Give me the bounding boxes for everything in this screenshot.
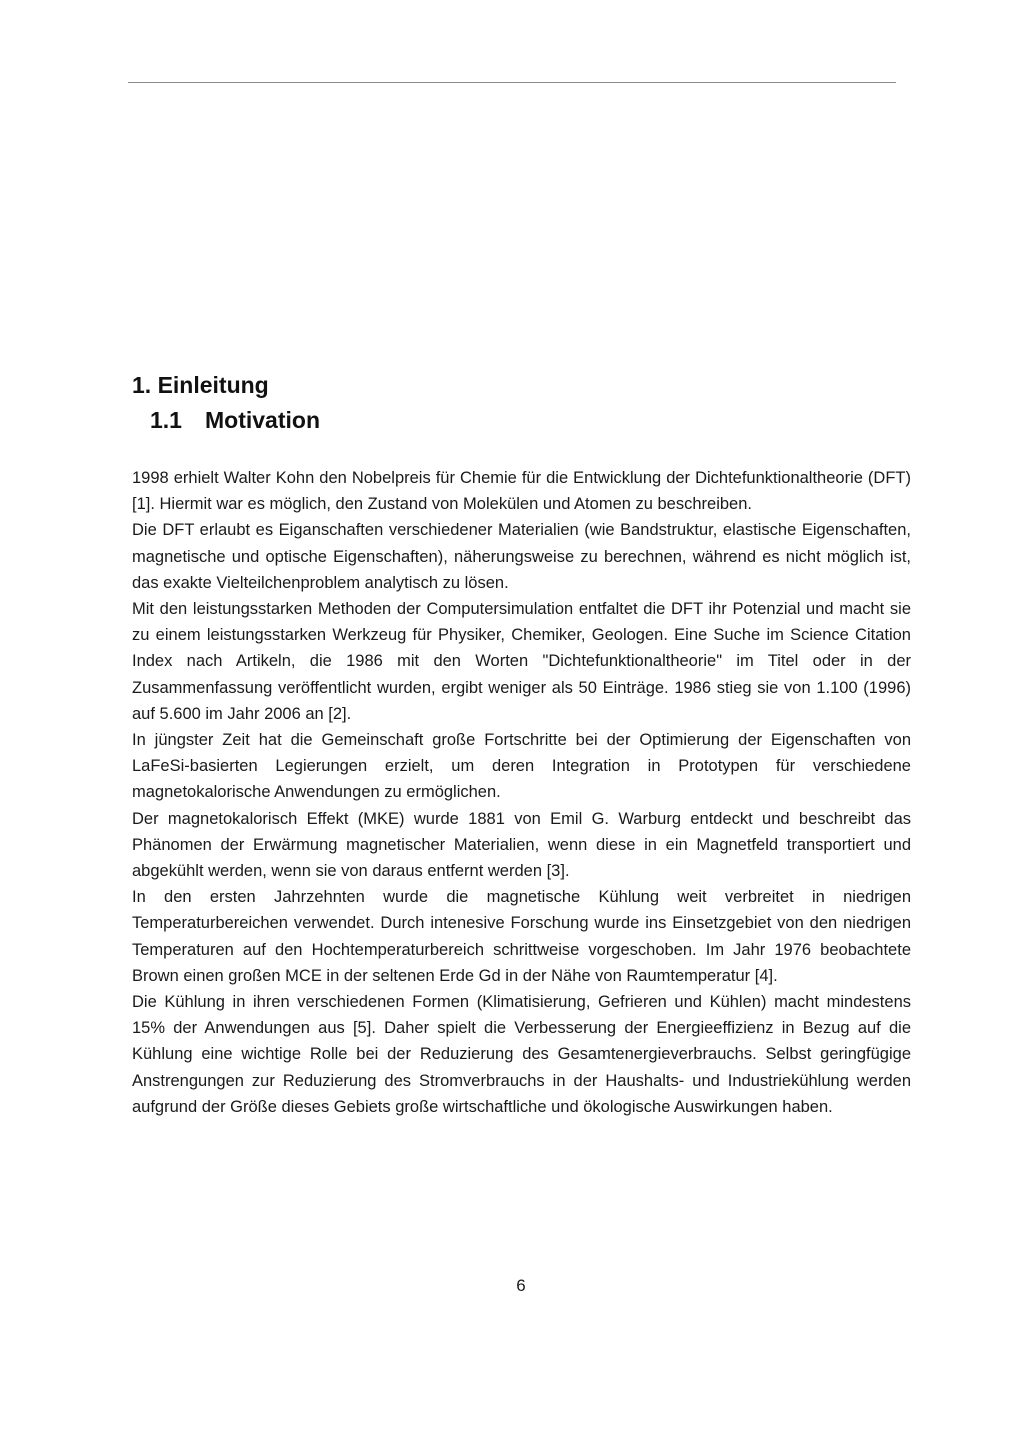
paragraph-nobelpreis: 1998 erhielt Walter Kohn den Nobelpreis für Chemie für die Entwicklung der Dichtefunktionaltheorie (DFT) [1]. Hiermit war es möglich, den Zustand von Molekülen und Atomen zu beschreiben.	[132, 469, 911, 514]
paragraph-dft-eigenschaften: Die DFT erlaubt es Eiganschaften verschiedener Materialien (wie Bandstruktur, elastische Eigenschaften, magnetische und optische Eigenschaften), näherungsweise zu berechnen, während es nicht möglich ist, das exakte Vielteilchenproblem analytisch zu lösen.	[132, 521, 911, 592]
section-heading	[150, 405, 320, 435]
paragraph-computersimulation: Mit den leistungsstarken Methoden der Computersimulation entfaltet die DFT ihr Potenzial und macht sie zu einem leistungsstarken Werkzeug für Physiker, Chemiker, Geologen. Eine Suche im Science Citation Index nach Artikeln, die 1986 mit den Worten "Dichtefunktionaltheorie" im Titel oder in der Zusammenfassung veröffentlicht wurden, ergibt weniger als 50 Einträge. 1986 stieg sie von 1.100 (1996) auf 5.600 im Jahr 2006 an [2].	[132, 600, 911, 723]
body-text	[132, 465, 911, 1120]
section-title: Motivation	[205, 407, 320, 433]
section-number: 1.1	[150, 407, 182, 433]
page-number: 6	[516, 1276, 526, 1295]
paragraph-lafesi: In jüngster Zeit hat die Gemeinschaft große Fortschritte bei der Optimierung der Eigenschaften von LaFeSi-basierten Legierungen erzielt, um deren Integration in Prototypen für verschiedene magnetokalorische Anwendungen zu ermöglichen.	[132, 731, 911, 802]
paragraph-energieeffizienz: Die Kühlung in ihren verschiedenen Formen (Klimatisierung, Gefrieren und Kühlen) macht mindestens 15% der Anwendungen aus [5]. Daher spielt die Verbesserung der Energieeffizienz in Bezug auf die Kühlung eine wichtige Rolle bei der Reduzierung des Gesamtenergieverbrauchs. Selbst geringfügige Anstrengungen zur Reduzierung des Stromverbrauchs in der Haushalts- und Industriekühlung werden aufgrund der Größe dieses Gebiets große wirtschaftliche und ökologische Auswirkungen haben.	[132, 993, 911, 1116]
paragraph-magnetische-kuehlung: In den ersten Jahrzehnten wurde die magnetische Kühlung weit verbreitet in niedrigen Temperaturbereichen verwendet. Durch intenesive Forschung wurde ins Einsetzgebiet von den niedrigen Temperaturen auf den Hochtemperaturbereich schrittweise vorgeschoben. Im Jahr 1976 beobachtete Brown einen großen MCE in der seltenen Erde Gd in der Nähe von Raumtemperatur [4].	[132, 888, 911, 985]
header-rule	[128, 82, 896, 83]
paragraph-mke: Der magnetokalorisch Effekt (MKE) wurde 1881 von Emil G. Warburg entdeckt und beschreibt das Phänomen der Erwärmung magnetischer Materialien, wenn diese in ein Magnetfeld transportiert und abgekühlt werden, wenn sie von daraus entfernt werden [3].	[132, 809, 911, 881]
chapter-heading: 1. Einleitung	[132, 372, 269, 398]
